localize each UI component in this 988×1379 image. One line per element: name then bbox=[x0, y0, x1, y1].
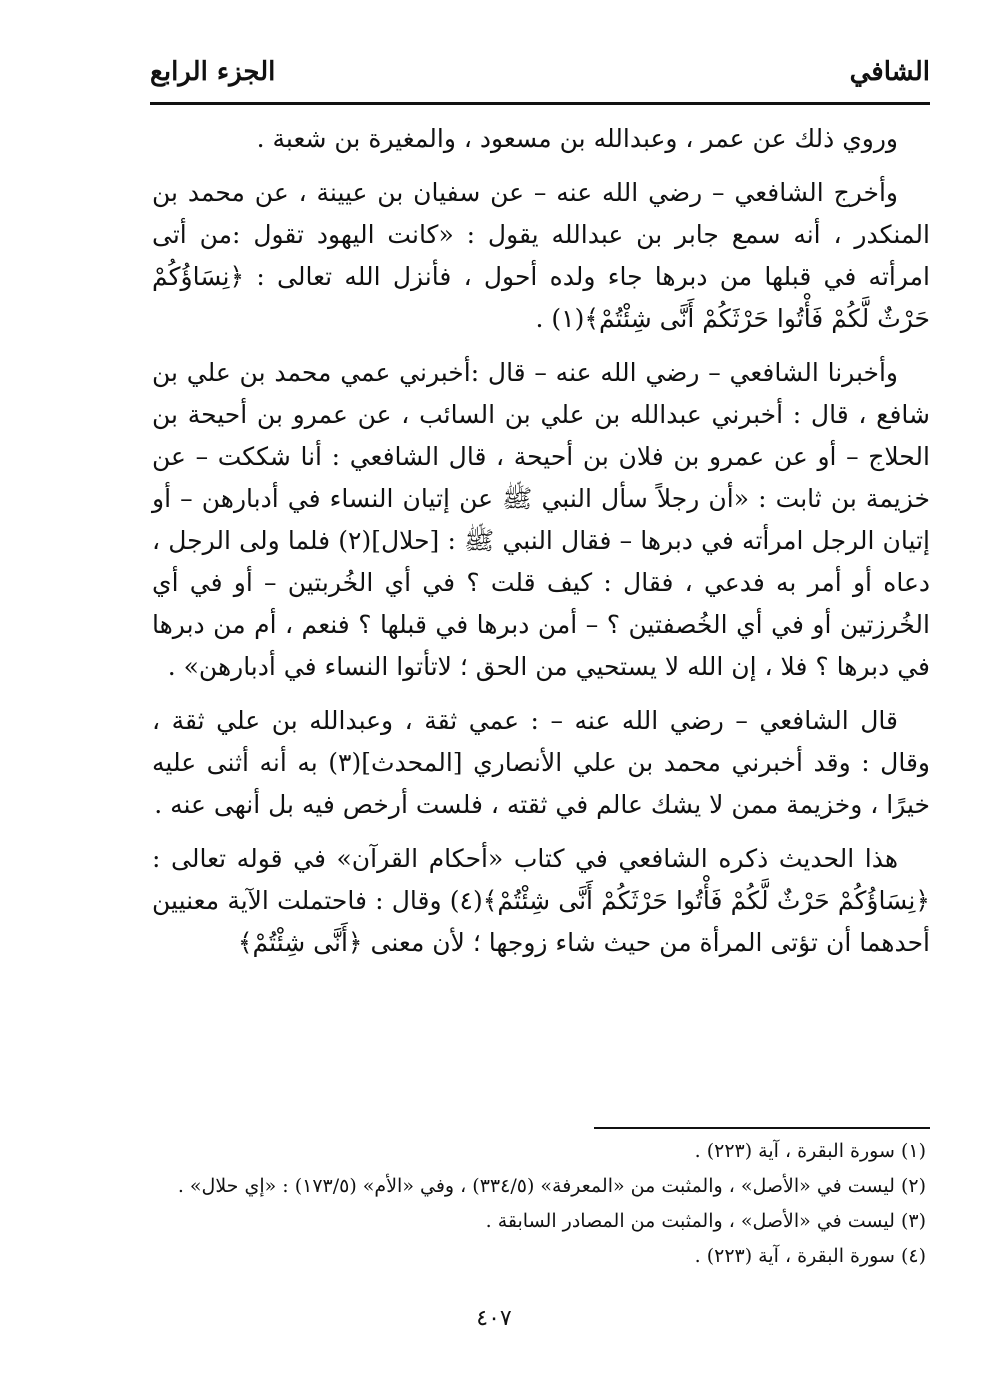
footnote-1: (١) سورة البقرة ، آية (٢٢٣) . bbox=[694, 1140, 926, 1162]
footnotes bbox=[152, 1134, 930, 1274]
running-header bbox=[150, 52, 930, 96]
page-number: ٤٠٧ bbox=[476, 1306, 512, 1331]
footnote-4: (٤) سورة البقرة ، آية (٢٢٣) . bbox=[694, 1245, 926, 1267]
footnote-separator bbox=[594, 1127, 930, 1129]
book-title: الشافي bbox=[849, 57, 930, 87]
paragraph-3: وأخبرنا الشافعي – رضي الله عنه – قال :أخبرني عمي محمد بن علي بن شافع ، قال : أخبرني عبدالله بن علي بن السائب ، عن عمرو بن أحيحة بن الحلاج – أو عن عمرو بن فلان بن أحيحة ، قال الشافعي : أنا شككت – عن خزيمة بن ثابت : «أن رجلاً سأل النبي ﷺ عن إتيان النساء في أدبارهن – أو إتيان الرجل امرأته في دبرها – فقال النبي ﷺ : [حلال](٢) فلما ولى الرجل ، دعاه أو أمر به فدعي ، فقال : كيف قلت ؟ في أي الخُربتين – أو في أي الخُرزتين أو في أي الخُصفتين ؟ – أمن دبرها في قبلها ؟ فنعم ، أم من دبرها في دبرها ؟ فلا ، إن الله لا يستحيي من الحق ؛ لاتأتوا النساء في أدبارهن» . bbox=[152, 358, 930, 681]
paragraph-2: وأخرج الشافعي – رضي الله عنه – عن سفيان بن عيينة ، عن محمد بن المنكدر ، أنه سمع جابر بن عبدالله يقول : «كانت اليهود تقول :من أتى امرأته في قبلها من دبرها جاء ولده أحول ، فأنزل الله تعالى : ﴿نِسَاؤُكُمْ حَرْثٌ لَّكُمْ فَأْتُوا حَرْثَكُمْ أَنَّى شِئْتُمْ﴾(١) . bbox=[152, 178, 930, 333]
main-text bbox=[152, 118, 930, 976]
volume-label: الجزء الرابع bbox=[150, 57, 276, 87]
paragraph-5: هذا الحديث ذكره الشافعي في كتاب «أحكام القرآن» في قوله تعالى : ﴿نِسَاؤُكُمْ حَرْثٌ لَّكُمْ فَأْتُوا حَرْثَكُمْ أَنَّى شِئْتُمْ﴾(٤) وقال : فاحتملت الآية معنيين أحدهما أن تؤتى المرأة من حيث شاء زوجها ؛ لأن معنى ﴿أَنَّى شِئْتُمْ﴾ bbox=[152, 844, 930, 957]
footnote-2: (٢) ليست في «الأصل» ، والمثبت من «المعرفة» (٣٣٤/٥) ، وفي «الأم» (١٧٣/٥) : «إي حلال» . bbox=[177, 1175, 926, 1197]
footnote-3: (٣) ليست في «الأصل» ، والمثبت من المصادر السابقة . bbox=[485, 1210, 926, 1232]
paragraph-1: وروي ذلك عن عمر ، وعبدالله بن مسعود ، والمغيرة بن شعبة . bbox=[256, 124, 898, 153]
paragraph-4: قال الشافعي – رضي الله عنه – : عمي ثقة ، وعبدالله بن علي ثقة ، وقال : وقد أخبرني محمد بن علي الأنصاري [المحدث](٣) به أنه أثنى عليه خيرًا ، وخزيمة ممن لا يشك عالم في ثقته ، فلست أرخص فيه بل أنهى عنه . bbox=[152, 706, 930, 819]
header-rule bbox=[150, 102, 930, 105]
